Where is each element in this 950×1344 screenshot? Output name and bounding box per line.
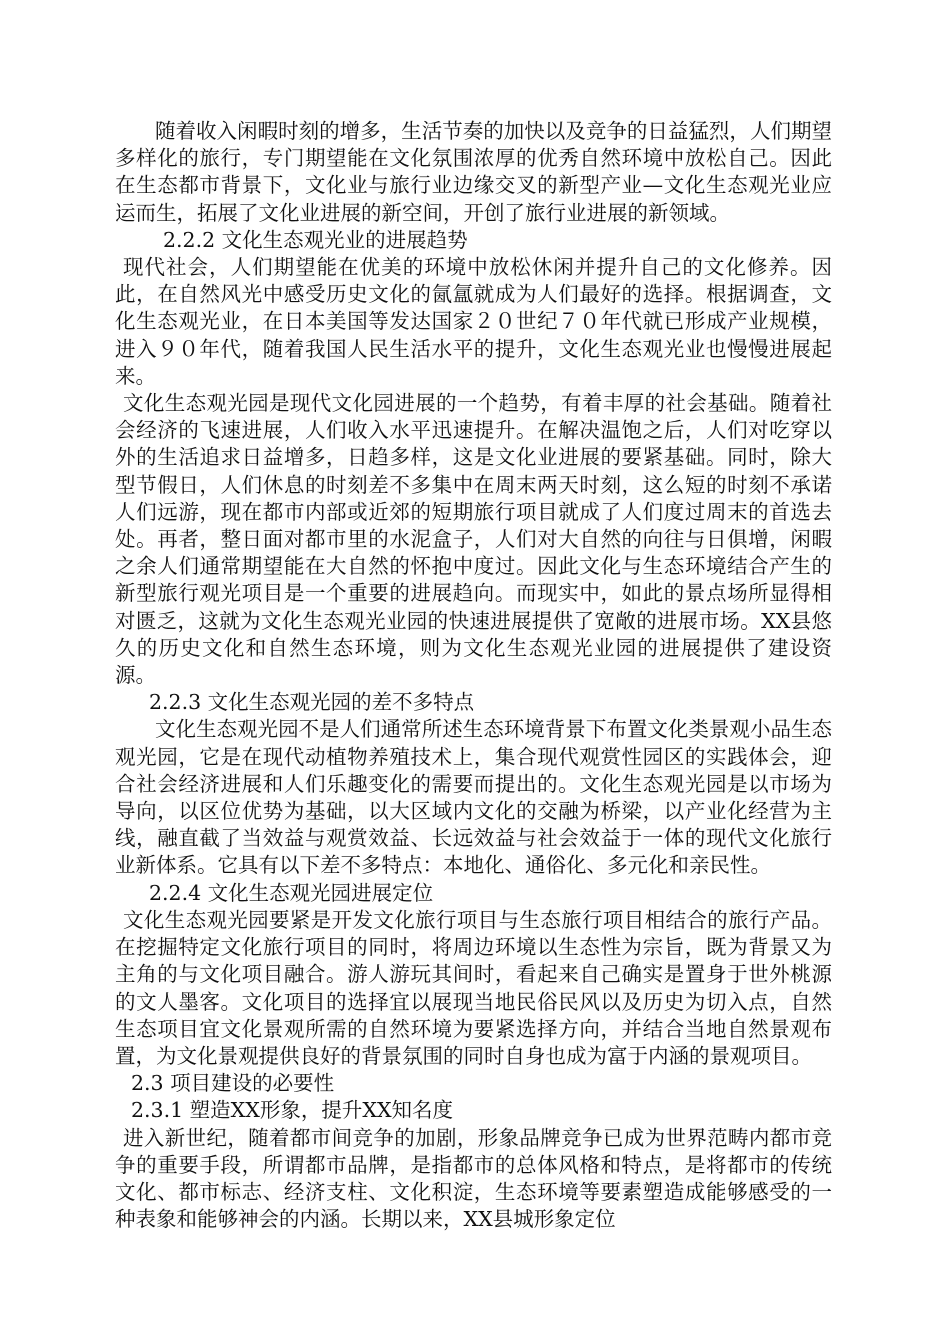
section-heading-2-2-4: 2.2.4 文化生态观光园进展定位 (149, 880, 434, 905)
section-heading-2-3: 2.3 项目建设的必要性 (131, 1071, 335, 1096)
section-heading-2-3-1: 2.3.1 塑造XX形象，提升XX知名度 (131, 1098, 454, 1123)
body-paragraph: 文化生态观光园是现代文化园进展的一个趋势，有着丰厚的社会基础。随着社会经济的飞速进展，人们收入水平迅速提升。在解决温饱之后，人们对吃穿以外的生活追求日益增多，日趋多样，这是文化业进展的要紧基础。同时，除大型节假日，人们休息的时刻差不多集中在周末两天时刻，这么短的时刻不承诺人们远游，现在都市内部或近郊的短期旅行项目就成了人们度过周末的首选去处。再者，整日面对都市里的水泥盒子，人们对大自然的向往与日俱增，闲暇之余人们通常期望能在大自然的怀抱中度过。因此文化与生态环境结合产生的新型旅行观光项目是一个重要的进展趋向。而现实中，如此的景点场所显得相对匮乏，这就为文化生态观光业园的快速进展提供了宽敞的进展市场。XX县悠久的历史文化和自然生态环境，则为文化生态观光业园的进展提供了建设资源。 (115, 391, 832, 688)
document-body (115, 118, 832, 1233)
body-paragraph: 现代社会，人们期望能在优美的环境中放松休闲并提升自己的文化修养。因此，在自然风光中感受历史文化的氤氲就成为人们最好的选择。根据调查，文化生态观光业，在日本美国等发达国家２０世纪７０年代就已形成产业规模，进入９０年代，随着我国人民生活水平的提升，文化生态观光业也慢慢进展起来。 (115, 255, 832, 388)
section-heading-2-2-2: 2.2.2 文化生态观光业的进展趋势 (163, 227, 468, 252)
body-paragraph: 进入新世纪，随着都市间竞争的加剧，形象品牌竞争已成为世界范畴内都市竞争的重要手段，所谓都市品牌，是指都市的总体风格和特点，是将都市的传统文化、都市标志、经济支柱、文化积淀，生态环境等要素塑造成能够感受的一种表象和能够神会的内涵。长期以来，XX县城形象定位 (115, 1125, 832, 1232)
body-paragraph: 文化生态观光园不是人们通常所述生态环境背景下布置文化类景观小品生态观光园，它是在现代动植物养殖技术上，集合现代观赏性园区的实践体会，迎合社会经济进展和人们乐趣变化的需要而提出的。文化生态观光园是以市场为导向，以区位优势为基础，以大区域内文化的交融为桥梁，以产业化经营为主线，融直截了当效益与观赏效益、长远效益与社会效益于一体的现代文化旅行业新体系。它具有以下差不多特点：本地化、通俗化、多元化和亲民性。 (115, 717, 832, 878)
body-paragraph: 随着收入闲暇时刻的增多，生活节奏的加快以及竞争的日益猛烈，人们期望多样化的旅行，专门期望能在文化氛围浓厚的优秀自然环境中放松自己。因此在生态都市背景下，文化业与旅行业边缘交叉的新型产业—文化生态观光业应运而生，拓展了文化业进展的新空间，开创了旅行业进展的新领域。 (115, 119, 832, 225)
section-heading-2-2-3: 2.2.3 文化生态观光园的差不多特点 (149, 690, 475, 715)
body-paragraph: 文化生态观光园要紧是开发文化旅行项目与生态旅行项目相结合的旅行产品。在挖掘特定文化旅行项目的同时，将周边环境以生态性为宗旨，既为背景又为主角的与文化项目融合。游人游玩其间时，看起来自己确实是置身于世外桃源的文人墨客。文化项目的选择宜以展现当地民俗民风以及历史为切入点，自然生态项目宜文化景观所需的自然环境为要紧选择方向，并结合当地自然景观布置，为文化景观提供良好的背景氛围的同时自身也成为富于内涵的景观项目。 (115, 907, 832, 1068)
